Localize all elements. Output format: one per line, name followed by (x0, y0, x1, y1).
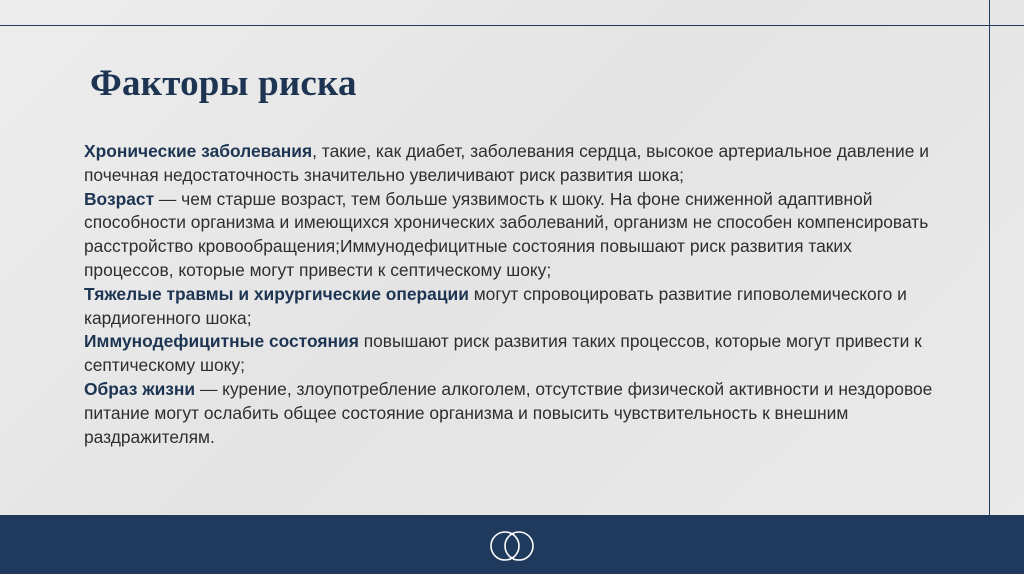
term-injuries: Тяжелые травмы и хирургические операции (84, 283, 469, 304)
top-divider-line (0, 25, 1024, 26)
slide-body (84, 140, 944, 449)
term-immunodeficiency: Иммунодефицитные состояния (84, 331, 359, 352)
paragraph-chronic-diseases (84, 140, 944, 188)
text-injuries: могут спровоцировать развитие гиповолемического и кардиогенного шока; (84, 283, 907, 328)
slide-title: Факторы риска (90, 63, 357, 104)
term-age: Возраст (84, 188, 155, 209)
text-immunodeficiency: повышают риск развития таких процессов, которые могут привести к септическому шоку; (84, 331, 922, 376)
right-divider-line (989, 0, 990, 574)
term-chronic-diseases: Хронические заболевания (84, 141, 313, 161)
paragraph-immunodeficiency (84, 330, 944, 378)
text-chronic-diseases: , такие, как диабет, заболевания сердца, высокое артериальное давление и почечная недостаточность значительно увеличивают риск развития шока; (84, 141, 929, 185)
paragraph-lifestyle (84, 378, 944, 449)
interlocking-rings-icon (488, 528, 536, 564)
term-lifestyle: Образ жизни (84, 378, 196, 399)
text-age: — чем старше возраст, тем больше уязвимость к шоку. На фоне сниженной адаптивной способности организма и имеющихся хронических заболеваний, организм не способен компенсировать расстройство кровообращения;Иммунодефицитные состояния повышают риск развития таких процессов, которые могут привести к септическому шоку; (84, 188, 929, 280)
paragraph-injuries (84, 283, 944, 331)
paragraph-age (84, 188, 944, 283)
text-lifestyle: — курение, злоупотребление алкоголем, отсутствие физической активности и нездоровое питание могут ослабить общее состояние организма и повысить чувствительность к внешним раздражителям. (84, 378, 933, 447)
